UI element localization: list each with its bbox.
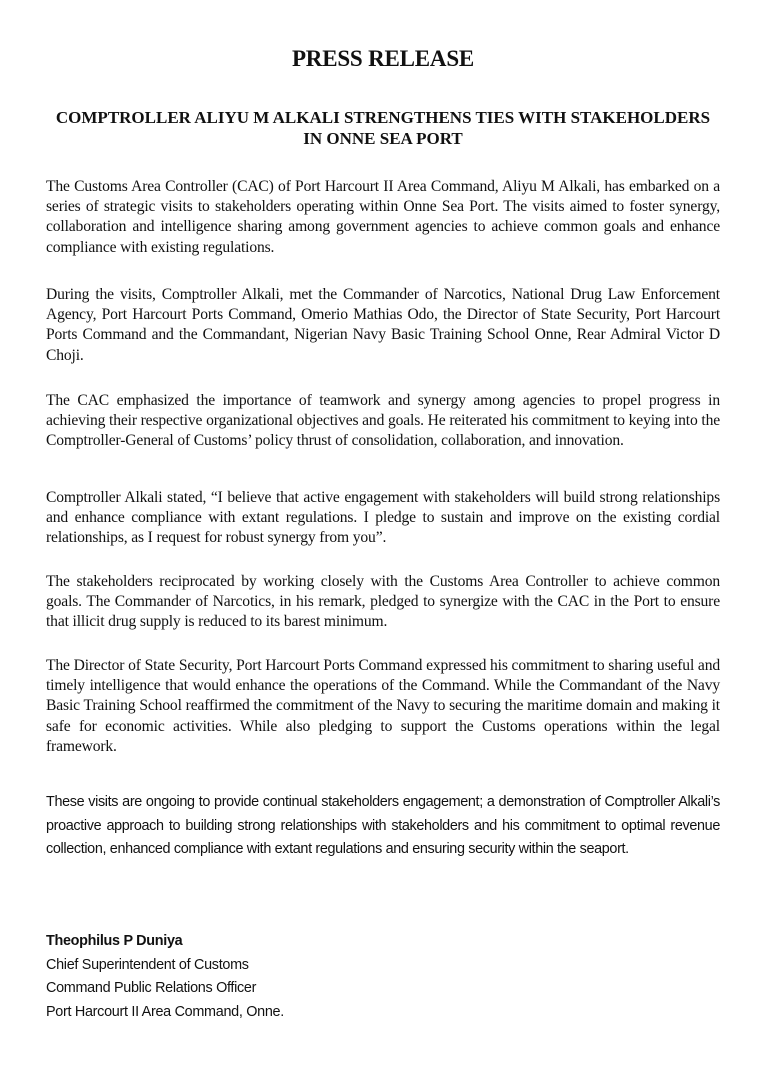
paragraph-ongoing: These visits are ongoing to provide continual stakeholders engagement; a demonstration of Comptroller Alkali’s proactive approach to building strong relationships with stakeholders and his commitment to optimal revenue collection, enhanced compliance with extant regulations and ensuring security within the seaport.	[46, 794, 720, 857]
signatory-name: Theophilus P Duniya	[46, 933, 183, 949]
signature-block	[46, 930, 284, 1024]
paragraph-visits: During the visits, Comptroller Alkali, met the Commander of Narcotics, National Drug Law Enforcement Agency, Port Harcourt Ports Command, Omerio Mathias Odo, the Director of State Security, Port Harcourt Ports Command and the Commandant, Nigerian Navy Basic Training School Onne, Rear Admiral Victor D Choji.	[46, 286, 720, 364]
paragraph-intro: The Customs Area Controller (CAC) of Port Harcourt II Area Command, Aliyu M Alkali, has embarked on a series of strategic visits to stakeholders operating within Onne Sea Port. The visits aimed to foster synergy, collaboration and intelligence sharing among government agencies to achieve common goals and enhance compliance with existing regulations.	[46, 178, 720, 256]
signatory-unit: Port Harcourt II Area Command, Onne.	[46, 1003, 284, 1020]
paragraph-stakeholders: The stakeholders reciprocated by working closely with the Customs Area Controller to achieve common goals. The Commander of Narcotics, in his remark, pledged to synergize with the CAC in the Port to ensure that illicit drug supply is reduced to its barest minimum.	[46, 573, 720, 631]
paragraph-teamwork: The CAC emphasized the importance of teamwork and synergy among agencies to propel progress in achieving their respective organizational objectives and goals. He reiterated his commitment to keying into the Comptroller-General of Customs’ policy thrust of consolidation, collaboration, and innovation.	[46, 392, 720, 450]
document-headline: COMPTROLLER ALIYU M ALKALI STRENGTHENS TIES WITH STAKEHOLDERS IN ONNE SEA PORT	[55, 108, 711, 148]
signatory-rank: Chief Superintendent of Customs	[46, 956, 249, 973]
paragraph-quote: Comptroller Alkali stated, “I believe that active engagement with stakeholders will build strong relationships and enhance compliance with extant regulations. I pledge to sustain and improve on the existing cordial relationships, as I request for robust synergy from you”.	[46, 489, 720, 547]
document-title: PRESS RELEASE	[291, 46, 475, 71]
signatory-role: Command Public Relations Officer	[46, 980, 257, 996]
paragraph-security: The Director of State Security, Port Harcourt Ports Command expressed his commitment to sharing useful and timely intelligence that would enhance the operations of the Command. While the Commandant of the Navy Basic Training School reaffirmed the commitment of the Navy to securing the maritime domain and making it safe for economic activities. While also pledging to support the Customs operations within the legal framework.	[46, 657, 720, 755]
